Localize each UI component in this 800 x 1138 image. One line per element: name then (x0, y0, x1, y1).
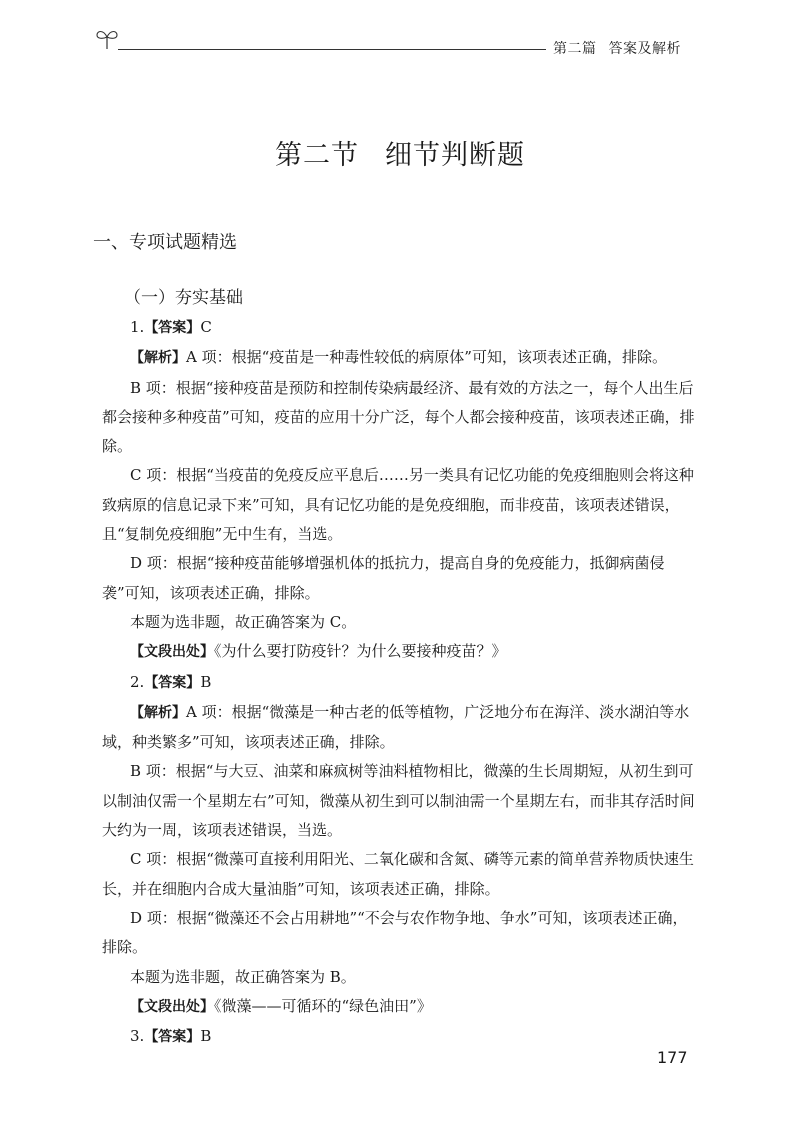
q1-answer-line (102, 313, 702, 343)
answer-tag: 【答案】 (144, 320, 201, 336)
heading-level1: 一、专项试题精选 (93, 232, 237, 253)
q1-analysis-c: C 项：根据“当疫苗的免疫反应平息后……另一类具有记忆功能的免疫细胞则会将这种致病原的信息记录下来”可知，具有记忆功能的是免疫细胞，而非疫苗，该项表述错误，且“复制免疫细胞”无中生有，当选。 (102, 466, 694, 544)
running-header (553, 38, 681, 58)
source-tag: 【文段出处】 (130, 644, 214, 661)
q1-source-line (102, 637, 702, 667)
header-part: 第二篇 (553, 41, 597, 57)
analysis-tag: 【解析】 (130, 704, 186, 721)
q1-analysis-b: B 项：根据“接种疫苗是预防和控制传染病最经济、最有效的方法之一，每个人出生后都会接种多种疫苗”可知，疫苗的应用十分广泛，每个人都会接种疫苗，该项表述正确，排除。 (102, 378, 695, 456)
q2-analysis-c: C 项：根据“微藻可直接利用阳光、二氧化碳和含氮、磷等元素的简单营养物质快速生长，并在细胞内合成大量油脂”可知，该项表述正确，排除。 (102, 850, 694, 898)
q1-summary: 本题为选非题，故正确答案为 C。 (130, 612, 357, 631)
page-number: 177 (657, 1048, 688, 1067)
q3-answer-line (102, 1022, 702, 1052)
q1-number: 1. (130, 318, 145, 336)
q2-analysis-d: D 项：根据“微藻还不会占用耕地”“不会与农作物争地、争水”可知，该项表述正确，排除。 (102, 908, 688, 957)
q2-answer: B (200, 672, 212, 691)
answer-tag: 【答案】 (144, 674, 201, 691)
q1-analysis-a (102, 343, 702, 373)
section-title-number: 第二节 (275, 140, 359, 171)
q1-answer: C (200, 318, 212, 336)
source-tag: 【文段出处】 (130, 998, 214, 1015)
section-title (0, 133, 800, 172)
header-rule (118, 49, 546, 50)
analysis-tag: 【解析】 (130, 350, 186, 367)
heading-level2: （一）夯实基础 (124, 288, 243, 308)
q1-option-a-text: A 项：根据“疫苗是一种毒性较低的病原体”可知，该项表述正确，排除。 (186, 348, 667, 367)
q3-number: 3. (130, 1027, 145, 1046)
q1-source: 《为什么要打防疫针？为什么要接种疫苗？》 (214, 642, 507, 661)
q2-source-line (102, 992, 702, 1022)
q2-analysis-a (102, 698, 702, 758)
section-title-name: 细节判断题 (385, 140, 525, 171)
sprout-icon (93, 25, 121, 51)
answer-body (102, 313, 702, 1052)
q2-source: 《微藻——可循环的“绿色油田”》 (214, 996, 432, 1015)
answer-tag: 【答案】 (144, 1029, 201, 1046)
q2-summary: 本题为选非题，故正确答案为 B。 (130, 967, 356, 986)
q3-answer: B (200, 1027, 212, 1046)
q2-analysis-b: B 项：根据“与大豆、油菜和麻疯树等油料植物相比，微藻的生长周期短，从初生到可以制油仅需一个星期左右”可知，微藻从初生到可以制油需一个星期左右，而非其存活时间大约为一周，该项表述错误，当选。 (102, 762, 695, 840)
q2-option-a-text: A 项：根据“微藻是一种古老的低等植物，广泛地分布在海洋、淡水湖泊等水域，种类繁多”可知，该项表述正确，排除。 (102, 702, 690, 752)
header-section: 答案及解析 (608, 41, 681, 57)
q1-analysis-d: D 项：根据“接种疫苗能够增强机体的抵抗力，提高自身的免疫能力，抵御病菌侵袭”可知，该项表述正确，排除。 (102, 554, 665, 602)
q2-answer-line (102, 668, 702, 698)
q2-number: 2. (130, 672, 145, 691)
